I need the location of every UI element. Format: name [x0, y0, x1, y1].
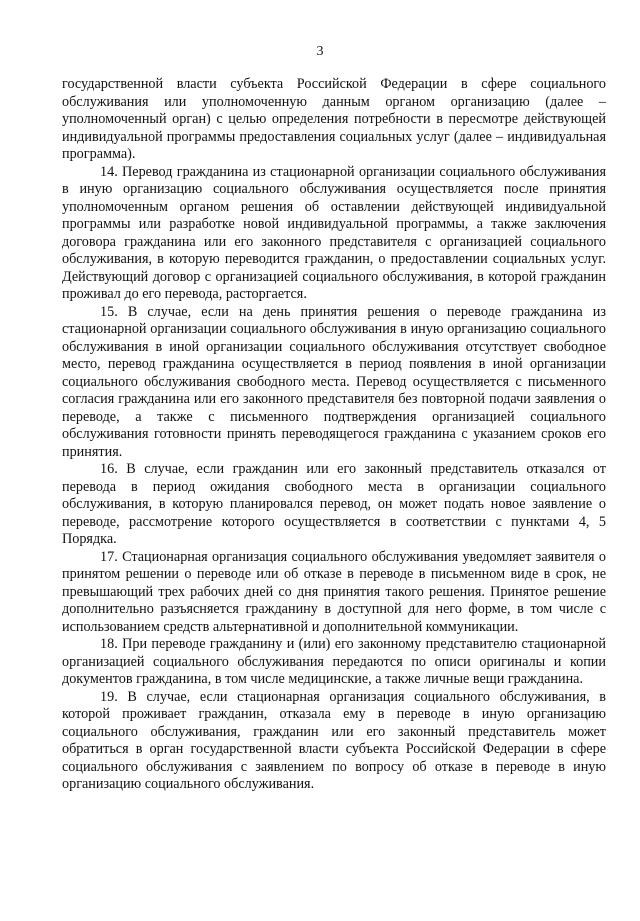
document-body: [62, 76, 606, 794]
paragraph-16: 16. В случае, если гражданин или его законный представитель отказался от перевода в период ожидания свободного места в организации социального обслуживания, в которую планировался перевод, он может подать новое заявление о переводе, рассмотрение которого осуществляется в соответствии с пунктами 4, 5 Порядка.: [62, 461, 606, 547]
paragraph-continuation: государственной власти субъекта Российской Федерации в сфере социального обслуживания или уполномоченную данным органом организацию (далее – уполномоченный орган) с целью определения потребности в пересмотре действующей индивидуальной программы предоставления социальных услуг (далее – индивидуальная программа).: [62, 76, 606, 162]
paragraph-15: 15. В случае, если на день принятия решения о переводе гражданина из стационарной организации социального обслуживания в иную организацию социального обслуживания в иной организации социального обслуживания отсутствует свободное место, перевод гражданина осуществляется в период появления в иной организации социального обслуживания свободного места. Перевод осуществляется с письменного согласия гражданина или его законного представителя без повторной подачи заявления о переводе, а также с письменного подтверждения организацией социального обслуживания готовности принять переводящегося гражданина с указанием сроков его принятия.: [62, 303, 606, 460]
paragraph-18: 18. При переводе гражданину и (или) его законному представителю стационарной организацией социального обслуживания передаются по описи оригиналы и копии документов гражданина, в том числе медицинские, а также личные вещи гражданина.: [62, 636, 606, 687]
page-number: 3: [316, 44, 324, 59]
paragraph-19: 19. В случае, если стационарная организация социального обслуживания, в которой проживает гражданин, отказала ему в переводе в иную организацию социального обслуживания, гражданин или его законный представитель может обратиться в орган государственной власти субъекта Российской Федерации в сфере социального обслуживания с заявлением по вопросу об отказе в переводе в иную организацию социального обслуживания.: [62, 688, 606, 792]
paragraph-14: 14. Перевод гражданина из стационарной организации социального обслуживания в иную организацию социального обслуживания осуществляется после принятия уполномоченным органом решения об оставлении действующей индивидуальной программы или разработке новой индивидуальной программы, а также заключения договора гражданина или его законного представителя с организацией социального обслуживания, в которую переводится гражданин, о предоставлении социальных услуг. Действующий договор с организацией социального обслуживания, в которой гражданин проживал до его перевода, расторгается.: [62, 163, 606, 302]
paragraph-17: 17. Стационарная организация социального обслуживания уведомляет заявителя о принятом решении о переводе или об отказе в переводе в письменном виде в срок, не превышающий трех рабочих дней со дня принятия такого решения. Принятое решение дополнительно разъясняется гражданину в доступной для него форме, в том числе с использованием средств альтернативной и дополнительной коммуникации.: [62, 548, 606, 635]
